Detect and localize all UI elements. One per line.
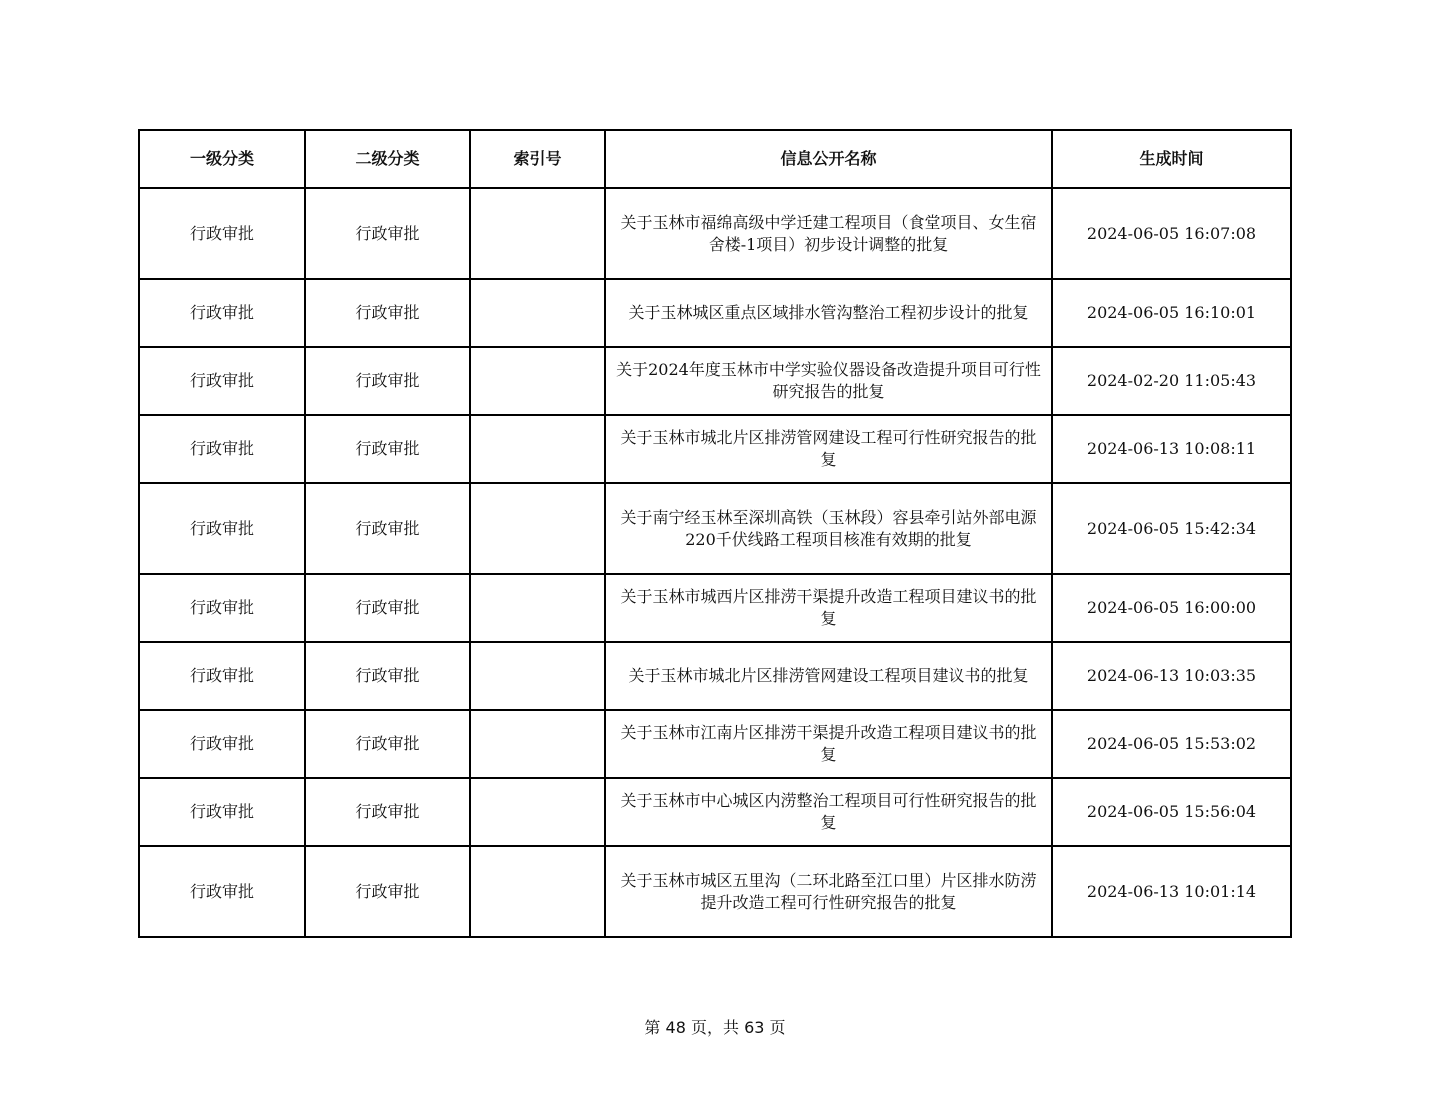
cell-disclosure-title: 关于玉林市江南片区排涝干渠提升改造工程项目建议书的批复 — [605, 710, 1052, 778]
cell-category-2: 行政审批 — [305, 188, 470, 279]
table-row — [139, 415, 1291, 483]
cell-disclosure-title: 关于玉林市福绵高级中学迁建工程项目（食堂项目、女生宿舍楼-1项目）初步设计调整的批复 — [605, 188, 1052, 279]
cell-disclosure-title: 关于玉林市城区五里沟（二环北路至江口里）片区排水防涝提升改造工程可行性研究报告的批复 — [605, 846, 1052, 937]
cell-index-number — [470, 279, 605, 347]
table-row — [139, 483, 1291, 574]
cell-index-number — [470, 483, 605, 574]
cell-category-1: 行政审批 — [139, 642, 305, 710]
table-row — [139, 642, 1291, 710]
cell-category-2: 行政审批 — [305, 778, 470, 846]
cell-category-1: 行政审批 — [139, 347, 305, 415]
cell-generated-time: 2024-06-13 10:01:14 — [1052, 846, 1291, 937]
cell-generated-time: 2024-06-13 10:03:35 — [1052, 642, 1291, 710]
table-row — [139, 574, 1291, 642]
header-category-2: 二级分类 — [305, 130, 470, 188]
cell-disclosure-title: 关于南宁经玉林至深圳高铁（玉林段）容县牵引站外部电源220千伏线路工程项目核准有效期的批复 — [605, 483, 1052, 574]
cell-category-2: 行政审批 — [305, 574, 470, 642]
cell-disclosure-title: 关于玉林城区重点区域排水管沟整治工程初步设计的批复 — [605, 279, 1052, 347]
cell-generated-time: 2024-06-05 15:53:02 — [1052, 710, 1291, 778]
header-generated-time: 生成时间 — [1052, 130, 1291, 188]
footer-suffix: 页 — [769, 1018, 786, 1037]
cell-disclosure-title: 关于玉林市城北片区排涝管网建设工程项目建议书的批复 — [605, 642, 1052, 710]
footer-prefix: 第 — [644, 1018, 661, 1037]
current-page-number: 48 — [665, 1018, 686, 1037]
cell-category-2: 行政审批 — [305, 279, 470, 347]
info-disclosure-table — [138, 129, 1292, 938]
cell-category-1: 行政审批 — [139, 188, 305, 279]
page-footer — [0, 1015, 1430, 1038]
cell-index-number — [470, 710, 605, 778]
table-row — [139, 188, 1291, 279]
table-row — [139, 347, 1291, 415]
cell-category-2: 行政审批 — [305, 710, 470, 778]
table-row — [139, 279, 1291, 347]
cell-index-number — [470, 846, 605, 937]
cell-generated-time: 2024-06-05 16:07:08 — [1052, 188, 1291, 279]
cell-category-1: 行政审批 — [139, 778, 305, 846]
cell-category-1: 行政审批 — [139, 279, 305, 347]
header-index-number: 索引号 — [470, 130, 605, 188]
cell-index-number — [470, 188, 605, 279]
cell-disclosure-title: 关于玉林市城西片区排涝干渠提升改造工程项目建议书的批复 — [605, 574, 1052, 642]
cell-category-2: 行政审批 — [305, 483, 470, 574]
header-category-1: 一级分类 — [139, 130, 305, 188]
table-row — [139, 846, 1291, 937]
total-page-number: 63 — [744, 1018, 765, 1037]
cell-category-2: 行政审批 — [305, 642, 470, 710]
footer-middle: 页，共 — [690, 1018, 739, 1037]
cell-category-1: 行政审批 — [139, 574, 305, 642]
cell-generated-time: 2024-06-05 16:00:00 — [1052, 574, 1291, 642]
cell-index-number — [470, 778, 605, 846]
cell-category-2: 行政审批 — [305, 846, 470, 937]
cell-generated-time: 2024-02-20 11:05:43 — [1052, 347, 1291, 415]
cell-category-2: 行政审批 — [305, 347, 470, 415]
header-disclosure-title: 信息公开名称 — [605, 130, 1052, 188]
cell-category-1: 行政审批 — [139, 415, 305, 483]
cell-disclosure-title: 关于玉林市中心城区内涝整治工程项目可行性研究报告的批复 — [605, 778, 1052, 846]
cell-index-number — [470, 347, 605, 415]
cell-generated-time: 2024-06-13 10:08:11 — [1052, 415, 1291, 483]
cell-disclosure-title: 关于玉林市城北片区排涝管网建设工程可行性研究报告的批复 — [605, 415, 1052, 483]
cell-disclosure-title: 关于2024年度玉林市中学实验仪器设备改造提升项目可行性研究报告的批复 — [605, 347, 1052, 415]
cell-generated-time: 2024-06-05 15:56:04 — [1052, 778, 1291, 846]
table-row — [139, 710, 1291, 778]
cell-category-1: 行政审批 — [139, 483, 305, 574]
cell-index-number — [470, 415, 605, 483]
cell-category-1: 行政审批 — [139, 710, 305, 778]
table-row — [139, 778, 1291, 846]
cell-generated-time: 2024-06-05 15:42:34 — [1052, 483, 1291, 574]
table-header-row — [139, 130, 1291, 188]
cell-category-2: 行政审批 — [305, 415, 470, 483]
cell-category-1: 行政审批 — [139, 846, 305, 937]
cell-generated-time: 2024-06-05 16:10:01 — [1052, 279, 1291, 347]
cell-index-number — [470, 642, 605, 710]
cell-index-number — [470, 574, 605, 642]
